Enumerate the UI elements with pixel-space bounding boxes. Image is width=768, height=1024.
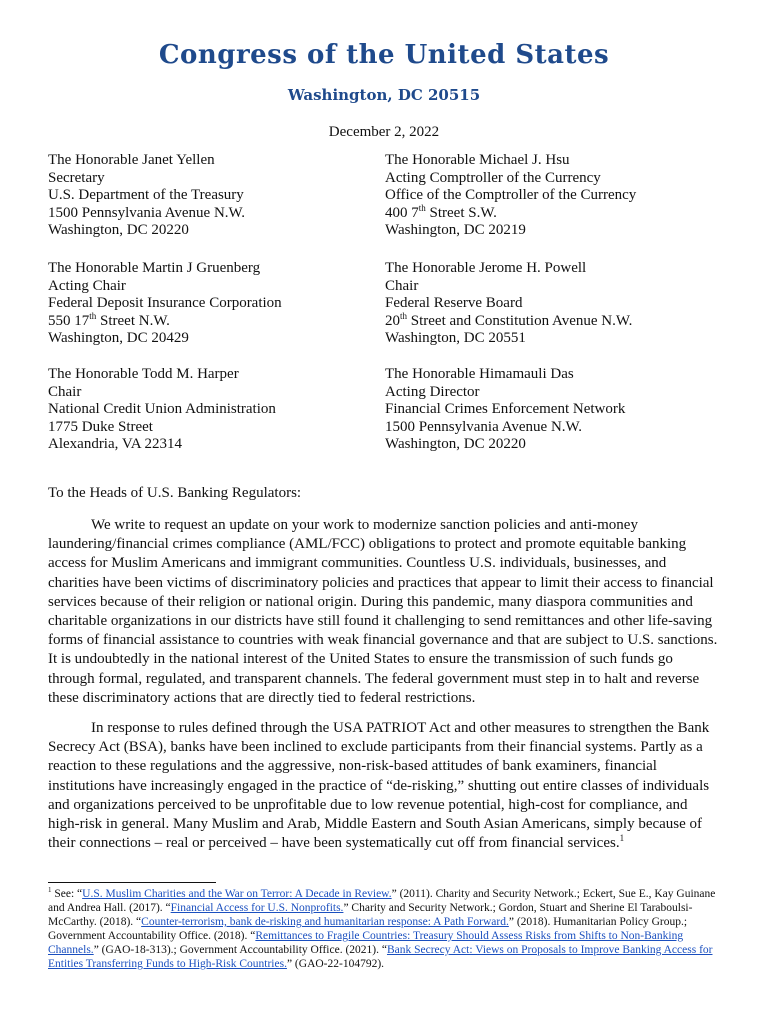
recipient-city: Washington, DC 20220	[48, 222, 189, 238]
recipient-gruenberg	[48, 260, 282, 348]
footnote-link-remittances[interactable]: Remittances to Fragile Countries: Treasury Should Assess Risks from Shifts to Non-Banking Channels.	[48, 930, 684, 956]
recipient-org: U.S. Department of the Treasury	[48, 187, 244, 203]
body-paragraph-1: We write to request an update on your work to modernize sanction policies and anti-money laundering/financial crimes compliance (AML/FCC) obligations to protect and promote equitable banking access for Muslim Americans and immigrant communities. Countless U.S. individuals, businesses, and charities have been victims of discriminatory policies and practices that appear to limit their access to financial services because of their religion or national origin. During this pandemic, many diaspora communities and charitable organizations in our districts have still found it challenging to send remittances and other life-saving forms of financial assistance to countries with weak financial governance and that are subject to U.S. sanctions. It is undoubtedly in the national interest of the United States to ensure the transmission of such funds go through formal, regulated, and transparent channels. The federal government must step in to halt and reverse these discriminatory actions that are directly tied to federal restrictions.	[48, 517, 718, 706]
recipient-name: The Honorable Michael J. Hsu	[385, 152, 570, 168]
recipient-hsu	[385, 152, 636, 240]
recipient-street: 20th Street and Constitution Avenue N.W.	[385, 310, 633, 329]
recipient-name: The Honorable Himamauli Das	[385, 366, 574, 382]
recipient-name: The Honorable Todd M. Harper	[48, 366, 239, 382]
recipient-org: Federal Reserve Board	[385, 295, 523, 311]
recipient-title: Secretary	[48, 169, 105, 186]
recipient-org: Financial Crimes Enforcement Network	[385, 401, 626, 417]
recipient-powell	[385, 260, 632, 348]
recipient-das	[385, 366, 625, 454]
body-paragraph-2	[48, 719, 720, 853]
recipient-name: The Honorable Martin J Gruenberg	[48, 260, 261, 276]
recipient-street: 1500 Pennsylvania Avenue N.W.	[385, 418, 583, 435]
recipient-title: Acting Director	[385, 383, 480, 400]
recipient-title: Acting Comptroller of the Currency	[385, 169, 601, 186]
recipient-street: 1500 Pennsylvania Avenue N.W.	[48, 204, 246, 221]
recipient-city: Washington, DC 20429	[48, 330, 189, 346]
recipient-org: National Credit Union Administration	[48, 401, 276, 417]
recipient-street: 1775 Duke Street	[48, 418, 153, 435]
recipient-name: The Honorable Janet Yellen	[48, 152, 215, 168]
recipient-harper	[48, 366, 276, 454]
letter-date: December 2, 2022	[328, 124, 440, 140]
recipient-title: Acting Chair	[48, 277, 126, 294]
recipient-street: 400 7th Street S.W.	[385, 202, 497, 221]
letterhead-title: Congress of the United States	[158, 40, 610, 70]
footnote-divider	[48, 882, 216, 883]
recipient-street: 550 17th Street N.W.	[48, 310, 170, 329]
footnote-link-muslim-charities[interactable]: U.S. Muslim Charities and the War on Terror: A Decade in Review.	[82, 888, 392, 900]
salutation: To the Heads of U.S. Banking Regulators:	[48, 485, 302, 501]
recipient-title: Chair	[385, 277, 419, 294]
recipient-city: Washington, DC 20551	[385, 330, 526, 346]
recipient-city: Washington, DC 20219	[385, 222, 526, 238]
recipient-city: Alexandria, VA 22314	[48, 436, 183, 452]
recipient-name: The Honorable Jerome H. Powell	[385, 260, 587, 276]
footnote-link-counter-terrorism[interactable]: Counter-terrorism, bank de-risking and humanitarian response: A Path Forward.	[141, 916, 509, 928]
paragraph-2-text: In response to rules defined through the USA PATRIOT Act and other measures to strengthen the Bank Secrecy Act (BSA), banks have been inclined to exclude participants from their financial systems. Partly as a reaction to these regulations and the aggressive, non-risk-based attitudes of bank examiners, financial institutions have increasingly engaged in the practice of “de-risking,” shutting out entire classes of individuals and organizations perceived to be unprofitable due to low revenue potential, high-cost for compliance, and high-risk in general. Many Muslim and Arab, Middle Eastern and South Asian Americans, simply because of their connections – real or perceived – have been systematically cut off from financial services.	[48, 720, 710, 852]
footnote-link-financial-access[interactable]: Financial Access for U.S. Nonprofits.	[170, 902, 344, 914]
recipient-title: Chair	[48, 383, 82, 400]
letterhead-subtitle: Washington, DC 20515	[287, 86, 481, 104]
recipient-yellen	[48, 152, 245, 240]
footnote-link-bank-secrecy-act[interactable]: Bank Secrecy Act: Views on Proposals to Improve Banking Access for Entities Transferring Funds to High-Risk Countries.	[48, 944, 713, 970]
footnote-mark: 1	[48, 886, 52, 895]
recipient-org: Federal Deposit Insurance Corporation	[48, 295, 282, 311]
footnote: $^1$ See: “U.S. Muslim Charities and the War on Terror: A Decade in Review.” (2011). Charity and Security Network.; Eckert, Sue E., Kay Guinane and Andrea Hall. (2017). “Financial Access for U.S. Nonprofits.” Charity and Security Network.; Gordon, Stuart and Sherine El Taraboulsi-McCarthy. (2018). “Counter-terrorism, bank de-risking and humanitarian response: A Path Forward.” (2018). Humanitarian Policy Group.; Government Accountability Office. (2018). “Remittances to Fragile Countries: Treasury Should Assess Risks from Shifts to Non-Banking Channels.” (GAO-18-313).; Government Accountability Office. (2021). “Bank Secrecy Act: Views on Proposals to Improve Banking Access for Entities Transferring Funds to High-Risk Countries.” (GAO-22-104792).	[48, 886, 716, 970]
recipient-city: Washington, DC 20220	[385, 436, 526, 452]
recipient-org: Office of the Comptroller of the Currency	[385, 187, 637, 203]
footnote-reference[interactable]: 1	[619, 833, 625, 844]
